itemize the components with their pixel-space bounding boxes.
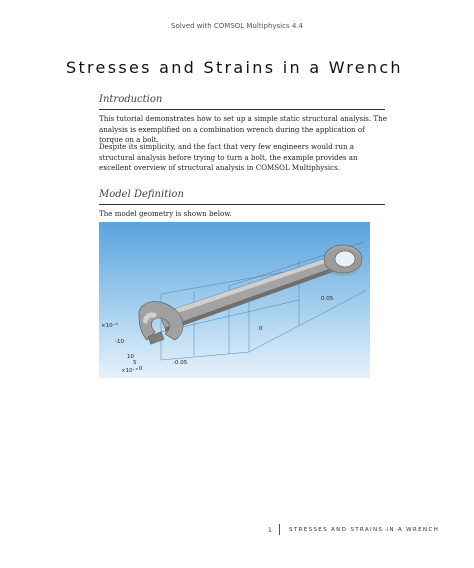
z-tick-label: -10 <box>115 339 124 345</box>
z-scale-label: ×10⁻³ <box>101 323 118 329</box>
x-tick-label: 0 <box>259 326 263 332</box>
wrench-geometry-figure <box>99 222 370 378</box>
y-tick-label: 0 <box>139 366 143 372</box>
paragraph: The model geometry is shown below. <box>99 209 232 218</box>
paragraph: Despite its simplicity, and the fact that very few engineers would run a structural analysis before trying to turn a bolt, the example provides an excellent overview of structural analysis in COMSOL Multiphysics. <box>99 142 358 173</box>
page-title: Stresses and Strains in a Wrench <box>66 58 403 77</box>
footer-running-title: STRESSES AND STRAINS IN A WRENCH <box>289 527 440 533</box>
footer-divider <box>279 524 280 535</box>
paragraph: This tutorial demonstrates how to set up a simple static structural analysis. The analysis is exemplified on a combination wrench during the application of torque on a bolt. <box>99 114 387 145</box>
y-tick-label: 5 <box>133 360 137 366</box>
y-scale-label: ×10⁻³ <box>121 368 138 374</box>
page-header: Solved with COMSOL Multiphysics 4.4 <box>171 22 303 30</box>
section-heading-model-definition: Model Definition <box>99 189 184 200</box>
x-tick-label: -0.05 <box>173 360 188 366</box>
page-number: 1 <box>268 527 272 534</box>
section-heading-introduction: Introduction <box>99 94 163 105</box>
y-tick-label: 10 <box>127 354 134 360</box>
x-tick-label: 0.05 <box>321 296 334 302</box>
section-rule <box>99 204 385 205</box>
section-rule <box>99 109 385 110</box>
